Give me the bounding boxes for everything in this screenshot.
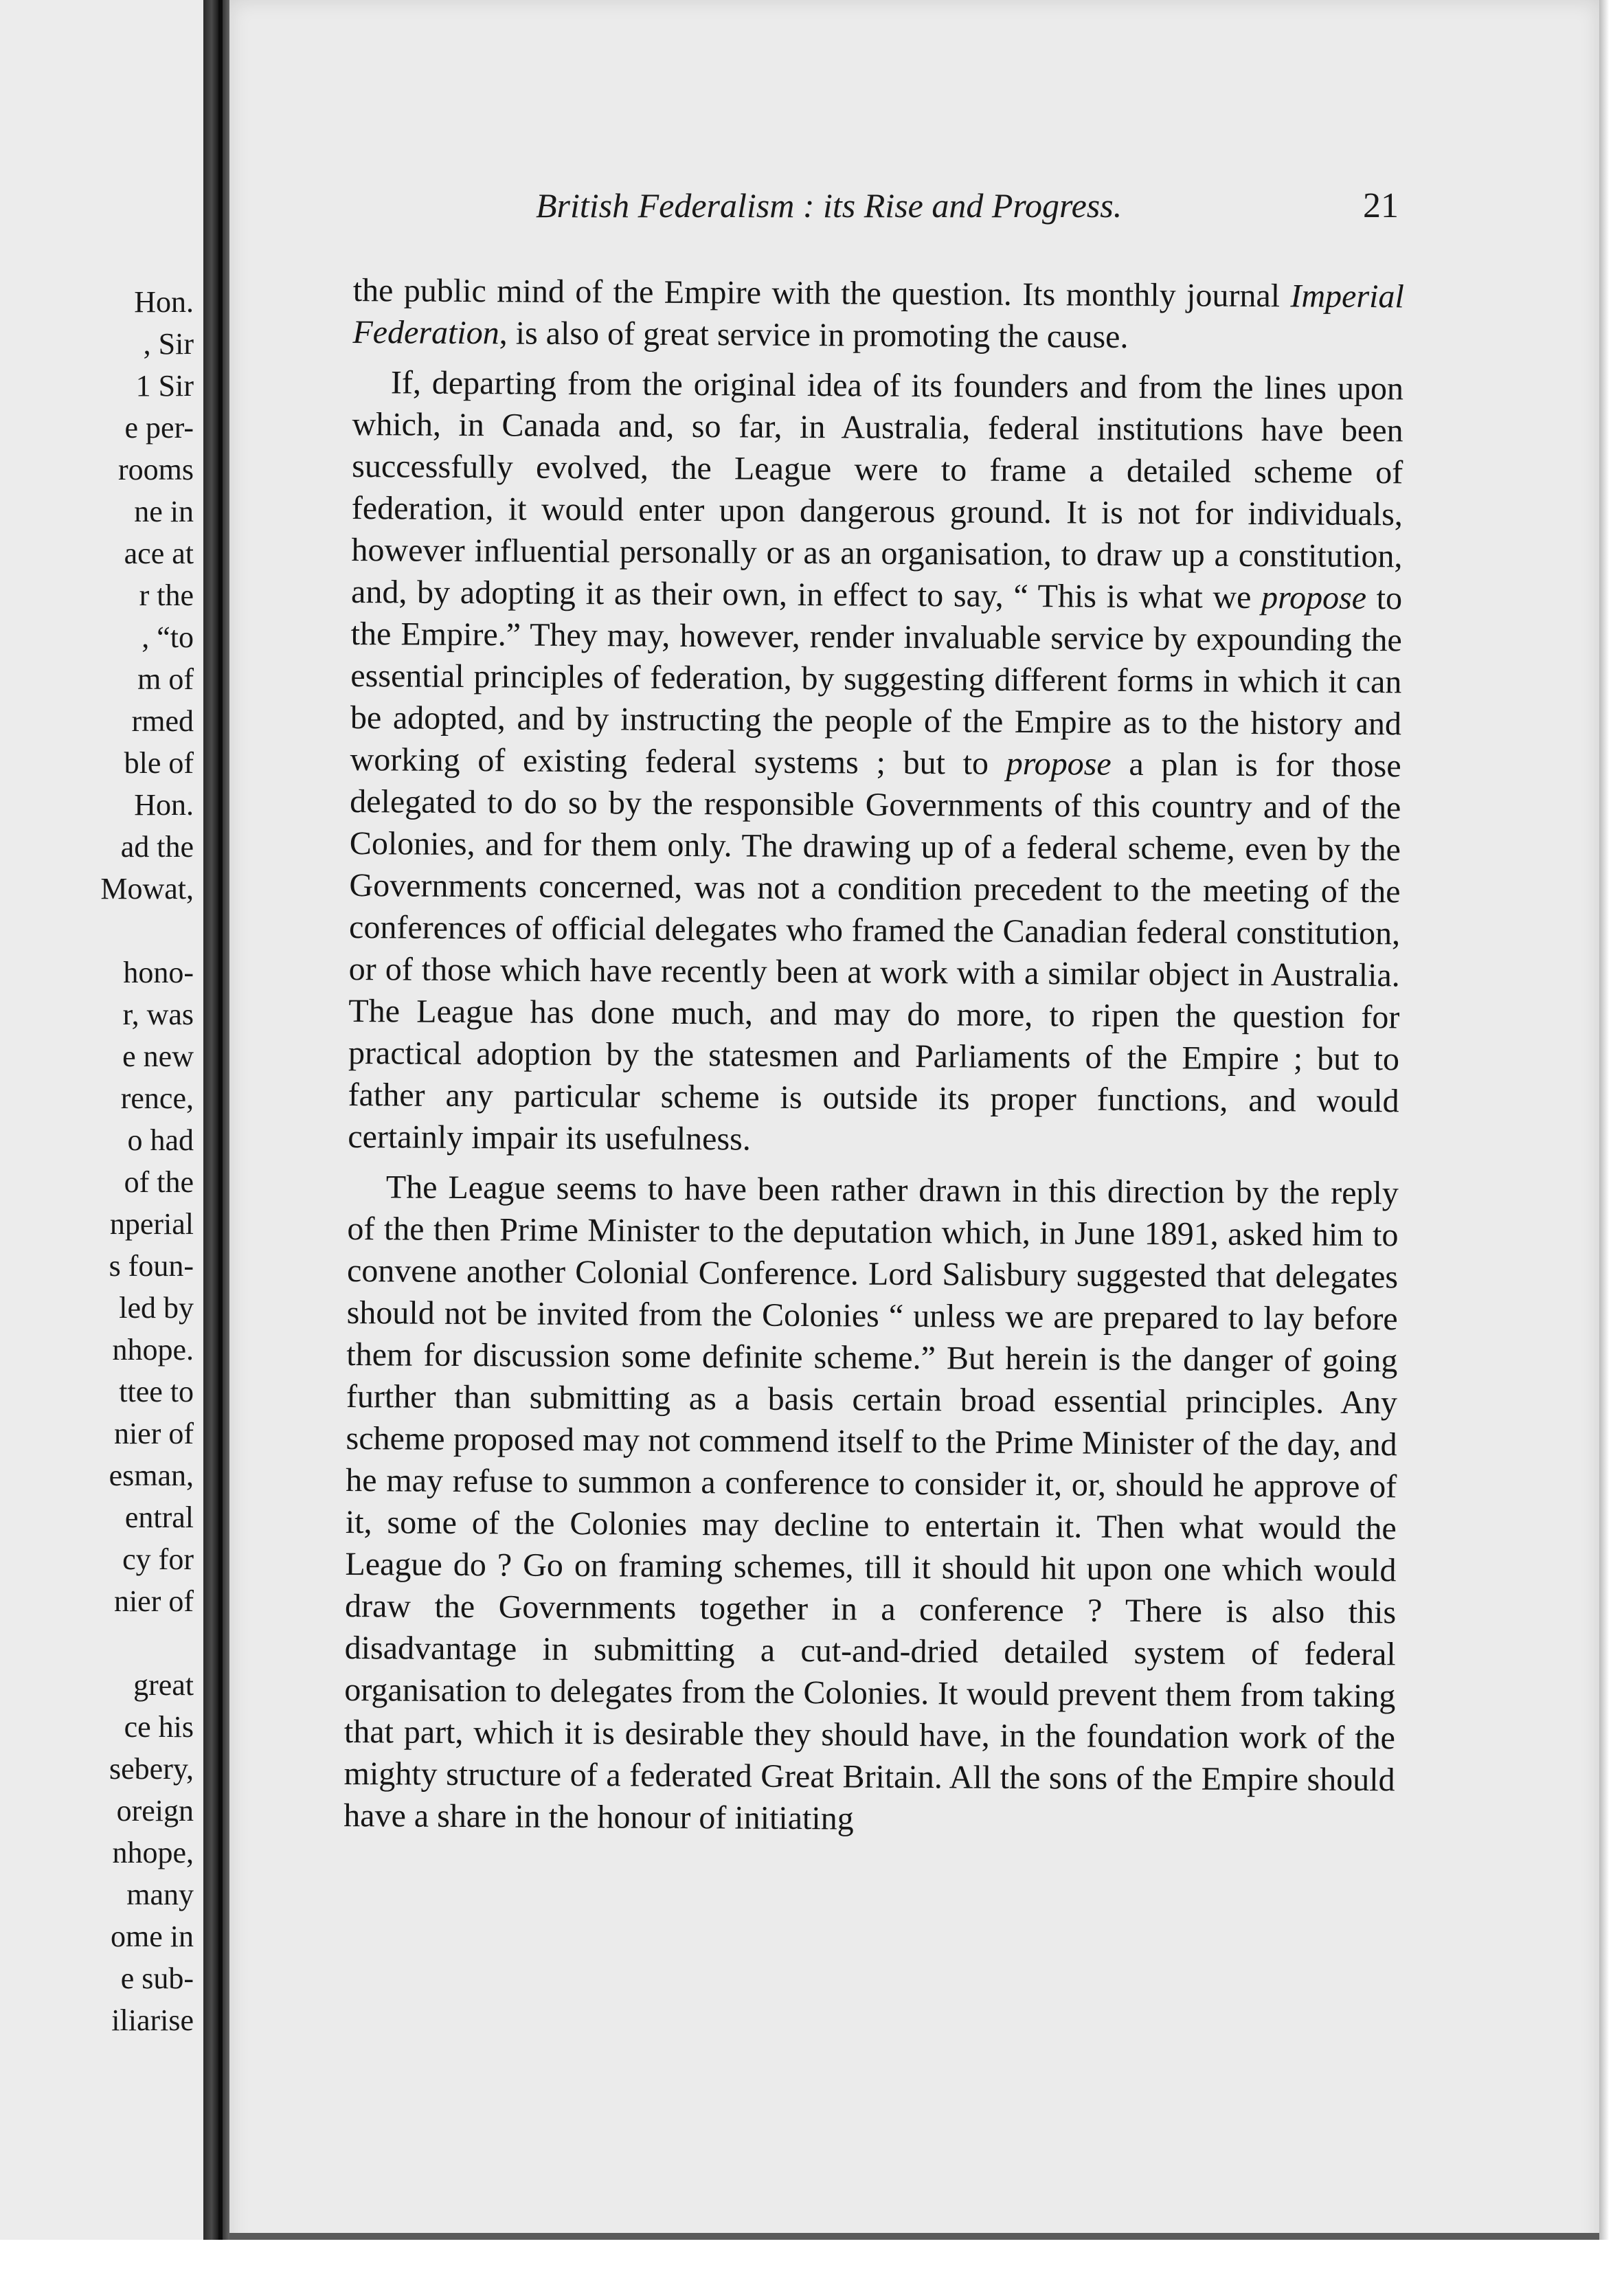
left-page-line-fragment: e sub- (120, 1962, 194, 1995)
left-page-line-fragment: entral (124, 1501, 194, 1534)
paragraph-2-text-b: to the Empire.” They may, however, render invaluable service by expounding the essential principles of federation, by suggesting different forms in which it can be adopted, and by instructing the people of the Empire as to the history and working of existing federal systems ; but to (350, 580, 1403, 782)
page-number: 21 (1363, 186, 1399, 225)
left-page-line-fragment: o had (127, 1123, 194, 1157)
left-page-edge (0, 0, 206, 2292)
left-page-line-fragment: of the (124, 1165, 194, 1199)
left-page-line-fragment: oreign (116, 1794, 194, 1828)
paragraph-1-text-a: the public mind of the Empire with the question. Its monthly journal (352, 271, 1291, 315)
left-page-line-fragment: many (126, 1878, 194, 1911)
running-header-title: British Federalism : its Rise and Progress. (536, 186, 1123, 225)
left-page-line-fragment: nperial (109, 1207, 194, 1241)
paragraph-2-text-c: a plan is for those delegated to do so by the responsible Governments of this country and of the Colonies, and for them only. The drawing up of a federal scheme, even by the Governments concerned, was not a condition precedent to the meeting of the conferences of official delegates who framed the Canadian federal constitution, or of those which have recently been at work with a similar object in Australia. The League has done much, and may do more, to ripen the question for practical adoption by the statesmen and Parliaments of the Empire ; but to father any particular scheme is outside its proper functions, and would certainly impair its usefulness. (348, 745, 1401, 1158)
left-page-line-fragment: ace at (124, 537, 194, 570)
left-page-line-fragment: rence, (120, 1081, 194, 1115)
left-page-line-fragment: esman, (109, 1459, 194, 1492)
book-gutter-shadow (203, 0, 231, 2292)
page-bottom-edge (229, 2233, 1599, 2240)
left-page-line-fragment: rmed (131, 704, 194, 738)
left-page-line-fragment: s foun- (109, 1249, 194, 1283)
left-page-line-fragment: Hon. (134, 285, 194, 319)
left-page-line-fragment: great (133, 1668, 194, 1702)
left-page-line-fragment: cy for (122, 1542, 194, 1576)
right-page-edge (1599, 0, 1624, 2292)
left-page-line-fragment: sebery, (109, 1752, 194, 1786)
propose-italic-1: propose (1261, 579, 1367, 617)
left-page-line-fragment: , “to (142, 620, 194, 654)
left-page-line-fragment: 1 Sir (135, 369, 194, 403)
paragraph-1 (352, 269, 1404, 359)
left-page-line-fragment: ttee to (119, 1375, 194, 1408)
left-page-line-fragment: nhope, (112, 1836, 194, 1869)
paragraph-2 (348, 361, 1403, 1164)
journal-title-italic: Imperial Federation (352, 278, 1404, 352)
left-page-line-fragment: ne in (134, 495, 194, 528)
left-page-line-fragment: led by (119, 1291, 194, 1325)
paragraph-1-text-b: , is also of great service in promoting the cause. (499, 315, 1129, 355)
left-page-line-fragment: iliarise (111, 2003, 194, 2037)
left-page-line-fragment: ce his (124, 1710, 194, 1744)
left-page-line-fragment: rooms (118, 453, 194, 486)
book-gutter-line (218, 0, 223, 2292)
left-page-line-fragment: Hon. (134, 788, 194, 822)
left-page-line-fragment: e new (122, 1040, 194, 1073)
paragraph-2-text-a: If, departing from the original idea of its founders and from the lines upon which, in Canada and, so far, in Australia, federal institutions have been successfully evolved, the League were to frame a detailed scheme of federation, it would enter upon dangerous ground. It is not for individuals, however influential personally or as an organisation, to draw up a constitution, and, by adopting it as their own, in effect to say, “ This is what we (350, 364, 1404, 616)
left-page-line-fragment: ad the (120, 830, 194, 864)
scan-bottom-margin (0, 2240, 1624, 2292)
left-page-line-fragment: hono- (123, 956, 194, 989)
page-body-text (343, 269, 1404, 1843)
left-page-line-fragment: nhope. (112, 1333, 194, 1367)
left-page-line-fragment: e per- (124, 411, 194, 445)
left-page-line-fragment: ome in (111, 1920, 194, 1953)
propose-italic-2: propose (1006, 745, 1112, 783)
left-page-line-fragment: nier of (113, 1417, 194, 1450)
left-page-line-fragment: Mowat, (100, 872, 194, 906)
left-page-line-fragment: , Sir (143, 327, 194, 361)
left-page-line-fragment: m of (137, 662, 194, 696)
left-page-line-fragment: ble of (124, 746, 194, 780)
left-page-line-fragment: r, was (122, 998, 194, 1031)
left-page-line-fragment: r the (139, 578, 194, 612)
paragraph-3: The League seems to have been rather drawn in this direction by the reply of the then Prime Minister to the deputation which, in June 1891, asked him to convene another Colonial Conference. Lord Salisbury suggested that delegates should not be invited from the Colonies “ unless we are prepared to lay before them for discussion some definite scheme.” But herein is the danger of going further than submitting as a basis certain broad essential principles. Any scheme proposed may not commend itself to the Prime Minister of the day, and he may refuse to summon a conference to consider it, or, should he approve of it, some of the Colonies may decline to entertain it. Then what would the League do ? Go on framing schemes, till it should hit upon one which would draw the Governments together in a conference ? There is also this disadvantage in submitting a cut-and-dried detailed system of federal organisation to delegates from the Colonies. It would prevent them from taking that part, which it is desirable they should have, in the foundation work of the mighty structure of a federated Great Britain. All the sons of the Empire should have a share in the honour of initiating (343, 1169, 1399, 1837)
left-page-line-fragment: nier of (113, 1584, 194, 1618)
